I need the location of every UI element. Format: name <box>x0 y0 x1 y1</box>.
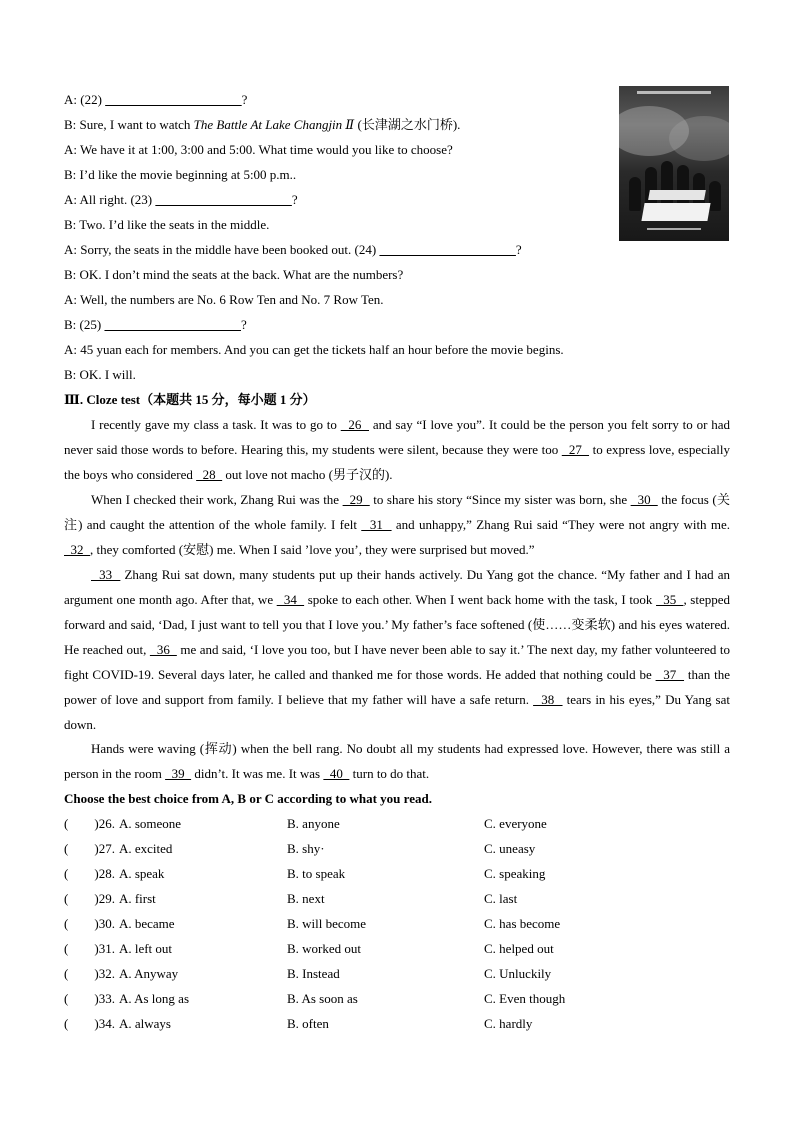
dialogue-line-8 <box>64 267 403 283</box>
cloze-blank-35[interactable]: 35 <box>656 592 684 607</box>
question-num-label: 34. <box>98 1016 115 1031</box>
answer-bracket-open[interactable]: ( <box>64 891 69 906</box>
answer-bracket-open[interactable]: ( <box>64 866 69 881</box>
dialogue-line-5 <box>64 192 298 208</box>
dialogue-line-11 <box>64 342 564 358</box>
cloze-paragraph-3: 33 Zhang Rui sat down, many students put up their hands actively. Du Yang got the chance. “My father and I had an argument one month ago. After that, we 34 spoke to each other. When I went back home with the task, I took 35 , stepped forward and said, ‘Dad, I just want to tell you that I love you.’ My father’s face softened (使……变柔软) and his eyes watered. He reached out, 36 me and said, ‘I love you too, but I have never been able to say it.’ The next day, my father volunteered to fight COVID-19. Several days later, he called and thanked me for those words. He added that nothing could be 37 than the power of love and support from family. I believe that my father will have a safe return. 38 tears in his eyes,” Du Yang sat down. <box>64 567 731 732</box>
dialogue-text: Sure, I want to watch <box>76 117 194 132</box>
option-a[interactable]: A. first <box>118 891 156 906</box>
dialogue-text: (25) <box>76 317 105 332</box>
answer-bracket-open[interactable]: ( <box>64 966 69 981</box>
answer-bracket-open[interactable]: ( <box>64 1016 69 1031</box>
answer-blank-24[interactable] <box>379 242 516 257</box>
dialogue-text-end: ? <box>515 242 522 257</box>
option-b[interactable]: B. often <box>287 1016 329 1031</box>
option-c[interactable]: C. everyone <box>484 816 547 831</box>
speaker-label: B: <box>64 167 77 182</box>
option-c[interactable]: C. speaking <box>484 866 546 881</box>
question-num-label: 31. <box>98 941 115 956</box>
section-heading: Ⅲ. Cloze test（本题共 15 分，每小题 1 分） <box>64 392 316 407</box>
option-b[interactable]: B. anyone <box>287 816 340 831</box>
question-number <box>64 941 172 957</box>
answer-bracket-open[interactable]: ( <box>64 841 69 856</box>
answer-blank-23[interactable] <box>155 192 292 207</box>
dialogue-line-1 <box>64 92 247 108</box>
option-a[interactable]: A. As long as <box>118 991 189 1006</box>
question-num-label: 28. <box>98 866 115 881</box>
cloze-blank-38[interactable]: 38 <box>533 692 563 707</box>
option-b[interactable]: B. As soon as <box>287 991 358 1006</box>
answer-bracket-close[interactable]: ) <box>94 966 99 981</box>
answer-bracket-close[interactable]: ) <box>94 841 99 856</box>
answer-bracket-open[interactable]: ( <box>64 941 69 956</box>
speaker-label: B: <box>64 217 77 232</box>
answer-bracket-close[interactable]: ) <box>94 916 99 931</box>
option-a[interactable]: A. excited <box>118 841 173 856</box>
answer-bracket-close[interactable]: ) <box>94 1016 99 1031</box>
question-num-label: 30. <box>98 916 115 931</box>
cloze-blank-36[interactable]: 36 <box>149 642 177 657</box>
cloze-blank-39[interactable]: 39 <box>165 766 192 781</box>
speaker-label: A: <box>64 342 77 357</box>
speaker-label: A: <box>64 292 77 307</box>
option-b[interactable]: B. to speak <box>287 866 346 881</box>
question-number <box>64 891 156 907</box>
cloze-blank-31[interactable]: 31 <box>361 517 392 532</box>
movie-poster-image <box>619 86 729 241</box>
question-num-label: 29. <box>98 891 115 906</box>
dialogue-line-4 <box>64 167 296 183</box>
option-b[interactable]: B. shy· <box>287 841 325 856</box>
dialogue-line-2 <box>64 117 460 133</box>
speaker-label: B: <box>64 267 77 282</box>
option-b[interactable]: B. worked out <box>287 941 362 956</box>
dialogue-text-end: ? <box>241 92 248 107</box>
dialogue-line-6 <box>64 217 269 233</box>
question-number <box>64 991 189 1007</box>
cloze-blank-40[interactable]: 40 <box>323 766 350 781</box>
option-c[interactable]: C. Unluckily <box>484 966 552 981</box>
dialogue-text-end: (长津湖之水门桥). <box>354 117 461 132</box>
dialogue-text: Well, the numbers are No. 6 Row Ten and No. 7 Row Ten. <box>77 292 384 307</box>
answer-bracket-close[interactable]: ) <box>94 991 99 1006</box>
choice-instruction: Choose the best choice from A, B or C according to what you read. <box>64 791 432 806</box>
cloze-blank-32[interactable]: 32 <box>64 542 90 557</box>
option-b[interactable]: B. will become <box>287 916 367 931</box>
option-a[interactable]: A. Anyway <box>118 966 179 981</box>
dialogue-text: Sorry, the seats in the middle have been booked out. (24) <box>77 242 380 257</box>
cloze-blank-37[interactable]: 37 <box>655 667 685 682</box>
speaker-label: A: <box>64 142 77 157</box>
cloze-paragraph-2: When I checked their work, Zhang Rui was the 29 to share his story “Since my sister was born, she 30 the focus (关注) and caught the attention of the whole family. I felt 31 and unhappy,” Zhang Rui said “They were not angry with me. 32 , they comforted (安慰) me. When I said ’love you’, they were surprised but moved.” <box>64 492 731 557</box>
movie-title: The Battle At Lake Changjin Ⅱ <box>193 117 355 132</box>
dialogue-text: 45 yuan each for members. And you can get the tickets half an hour before the movie begins. <box>77 342 564 357</box>
answer-blank-22[interactable] <box>105 92 242 107</box>
dialogue-line-7 <box>64 242 522 258</box>
option-a[interactable]: A. left out <box>118 941 173 956</box>
question-number <box>64 916 175 932</box>
question-number <box>64 966 178 982</box>
cloze-paragraph-1: I recently gave my class a task. It was to go to 26 and say “I love you”. It could be the person you felt sorry to or had never said those words to before. Hearing this, my students were silent, because they were too 27 to express love, especially the boys who considered 28 out love not macho (男子汉的). <box>64 417 731 482</box>
cloze-blank-27[interactable]: 27 <box>561 442 590 457</box>
speaker-label: B: <box>64 367 77 382</box>
speaker-label: A: <box>64 92 77 107</box>
dialogue-line-10 <box>64 317 247 333</box>
option-c[interactable]: C. helped out <box>484 941 554 956</box>
option-c[interactable]: C. Even though <box>484 991 566 1006</box>
answer-bracket-close[interactable]: ) <box>94 866 99 881</box>
answer-bracket-open[interactable]: ( <box>64 991 69 1006</box>
speaker-label: B: <box>64 117 77 132</box>
dialogue-text: OK. I don’t mind the seats at the back. What are the numbers? <box>76 267 404 282</box>
question-number <box>64 1016 171 1032</box>
dialogue-text: We have it at 1:00, 3:00 and 5:00. What time would you like to choose? <box>77 142 453 157</box>
answer-bracket-close[interactable]: ) <box>94 941 99 956</box>
dialogue-text: All right. (23) <box>77 192 156 207</box>
dialogue-text-end: ? <box>291 192 298 207</box>
dialogue-text: I’d like the movie beginning at 5:00 p.m.. <box>76 167 297 182</box>
cloze-blank-30[interactable]: 30 <box>630 492 658 507</box>
speaker-label: A: <box>64 242 77 257</box>
option-c[interactable]: C. hardly <box>484 1016 533 1031</box>
answer-bracket-close[interactable]: ) <box>94 891 99 906</box>
option-a[interactable]: A. someone <box>118 816 182 831</box>
cloze-blank-28[interactable]: 28 <box>196 467 223 482</box>
cloze-blank-33[interactable]: 33 <box>91 567 121 582</box>
speaker-label: A: <box>64 192 77 207</box>
option-c[interactable]: C. has become <box>484 916 561 931</box>
question-num-label: 26. <box>98 816 115 831</box>
cloze-blank-29[interactable]: 29 <box>342 492 370 507</box>
answer-bracket-close[interactable]: ) <box>94 816 99 831</box>
question-number <box>64 816 181 832</box>
dialogue-line-12 <box>64 367 136 383</box>
question-num-label: 27. <box>98 841 115 856</box>
speaker-label: B: <box>64 317 77 332</box>
dialogue-line-9 <box>64 292 384 308</box>
option-b[interactable]: B. next <box>287 891 325 906</box>
option-b[interactable]: B. Instead <box>287 966 340 981</box>
option-c[interactable]: C. last <box>484 891 518 906</box>
cloze-blank-34[interactable]: 34 <box>276 592 305 607</box>
question-number <box>64 841 172 857</box>
option-a[interactable]: A. speak <box>118 866 165 881</box>
cloze-blank-26[interactable]: 26 <box>340 417 369 432</box>
question-num-label: 33. <box>98 991 115 1006</box>
option-c[interactable]: C. uneasy <box>484 841 536 856</box>
answer-blank-25[interactable] <box>104 317 241 332</box>
cloze-paragraph-4: Hands were waving (挥动) when the bell rang. No doubt all my students had expressed love. However, there was still a person in the room 39 didn’t. It was me. It was 40 turn to do that. <box>64 741 730 781</box>
dialogue-text: OK. I will. <box>76 367 136 382</box>
dialogue-text: (22) <box>77 92 106 107</box>
option-a[interactable]: A. always <box>118 1016 171 1031</box>
dialogue-text: Two. I’d like the seats in the middle. <box>76 217 270 232</box>
option-a[interactable]: A. became <box>118 916 175 931</box>
question-number <box>64 866 164 882</box>
dialogue-text-end: ? <box>240 317 247 332</box>
question-num-label: 32. <box>98 966 115 981</box>
answer-bracket-open[interactable]: ( <box>64 816 69 831</box>
answer-bracket-open[interactable]: ( <box>64 916 69 931</box>
dialogue-line-3 <box>64 142 453 158</box>
